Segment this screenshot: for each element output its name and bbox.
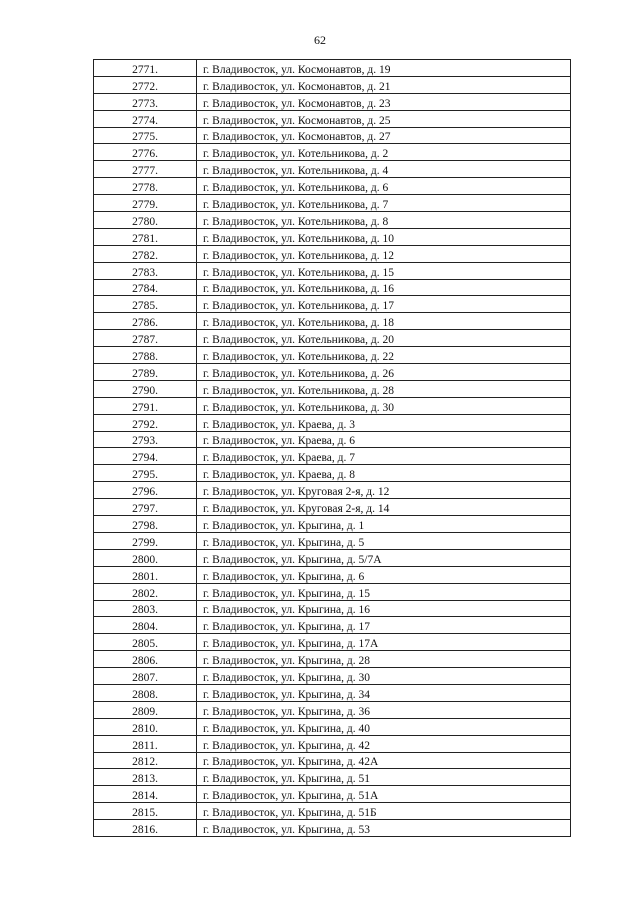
table-row (94, 380, 571, 397)
row-number: 2815. (94, 803, 197, 820)
row-number: 2812. (94, 752, 197, 769)
table-row (94, 178, 571, 195)
row-address: г. Владивосток, ул. Краева, д. 8 (197, 465, 571, 482)
row-number: 2803. (94, 600, 197, 617)
row-number: 2799. (94, 532, 197, 549)
row-address: г. Владивосток, ул. Котельникова, д. 30 (197, 397, 571, 414)
row-address: г. Владивосток, ул. Краева, д. 7 (197, 448, 571, 465)
row-number: 2800. (94, 549, 197, 566)
row-address: г. Владивосток, ул. Котельникова, д. 12 (197, 245, 571, 262)
row-address: г. Владивосток, ул. Котельникова, д. 18 (197, 313, 571, 330)
row-number: 2776. (94, 144, 197, 161)
row-address: г. Владивосток, ул. Краева, д. 3 (197, 414, 571, 431)
table-row (94, 144, 571, 161)
row-number: 2783. (94, 262, 197, 279)
table-row (94, 735, 571, 752)
row-number: 2806. (94, 651, 197, 668)
row-number: 2787. (94, 330, 197, 347)
table-row (94, 651, 571, 668)
table-row (94, 279, 571, 296)
row-number: 2778. (94, 178, 197, 195)
row-address: г. Владивосток, ул. Космонавтов, д. 25 (197, 110, 571, 127)
row-number: 2779. (94, 195, 197, 212)
row-number: 2775. (94, 127, 197, 144)
row-address: г. Владивосток, ул. Крыгина, д. 36 (197, 701, 571, 718)
row-address: г. Владивосток, ул. Котельникова, д. 16 (197, 279, 571, 296)
row-address: г. Владивосток, ул. Котельникова, д. 28 (197, 380, 571, 397)
table-row (94, 212, 571, 229)
row-number: 2814. (94, 786, 197, 803)
page-number: 62 (314, 33, 326, 47)
row-number: 2786. (94, 313, 197, 330)
table-row (94, 532, 571, 549)
row-address: г. Владивосток, ул. Космонавтов, д. 21 (197, 76, 571, 93)
row-number: 2805. (94, 634, 197, 651)
row-address: г. Владивосток, ул. Крыгина, д. 1 (197, 516, 571, 533)
row-address: г. Владивосток, ул. Краева, д. 6 (197, 431, 571, 448)
table-row (94, 516, 571, 533)
row-address: г. Владивосток, ул. Котельникова, д. 7 (197, 195, 571, 212)
table-row (94, 93, 571, 110)
row-address: г. Владивосток, ул. Крыгина, д. 53 (197, 820, 571, 837)
table-row (94, 397, 571, 414)
table-row (94, 448, 571, 465)
row-number: 2816. (94, 820, 197, 837)
table-row (94, 549, 571, 566)
row-address: г. Владивосток, ул. Крыгина, д. 42 (197, 735, 571, 752)
table-row (94, 330, 571, 347)
row-number: 2789. (94, 364, 197, 381)
row-address: г. Владивосток, ул. Крыгина, д. 51Б (197, 803, 571, 820)
table-row (94, 600, 571, 617)
row-address: г. Владивосток, ул. Крыгина, д. 51 (197, 769, 571, 786)
row-number: 2807. (94, 668, 197, 685)
table-row (94, 566, 571, 583)
row-number: 2774. (94, 110, 197, 127)
row-number: 2792. (94, 414, 197, 431)
row-address: г. Владивосток, ул. Котельникова, д. 20 (197, 330, 571, 347)
row-address: г. Владивосток, ул. Космонавтов, д. 23 (197, 93, 571, 110)
row-number: 2771. (94, 60, 197, 77)
table-row (94, 820, 571, 837)
row-number: 2798. (94, 516, 197, 533)
row-address: г. Владивосток, ул. Крыгина, д. 5 (197, 532, 571, 549)
table-row (94, 718, 571, 735)
table-row (94, 76, 571, 93)
row-number: 2797. (94, 499, 197, 516)
row-number: 2795. (94, 465, 197, 482)
table-row (94, 482, 571, 499)
table-row (94, 684, 571, 701)
row-number: 2810. (94, 718, 197, 735)
row-number: 2772. (94, 76, 197, 93)
row-number: 2782. (94, 245, 197, 262)
row-number: 2813. (94, 769, 197, 786)
table-row (94, 296, 571, 313)
row-number: 2808. (94, 684, 197, 701)
row-address: г. Владивосток, ул. Круговая 2-я, д. 12 (197, 482, 571, 499)
table-row (94, 752, 571, 769)
row-number: 2809. (94, 701, 197, 718)
row-address: г. Владивосток, ул. Котельникова, д. 10 (197, 228, 571, 245)
table-row (94, 431, 571, 448)
table-row (94, 195, 571, 212)
row-number: 2794. (94, 448, 197, 465)
row-address: г. Владивосток, ул. Котельникова, д. 4 (197, 161, 571, 178)
row-address: г. Владивосток, ул. Крыгина, д. 42А (197, 752, 571, 769)
row-address: г. Владивосток, ул. Крыгина, д. 34 (197, 684, 571, 701)
table-row (94, 803, 571, 820)
table-row (94, 228, 571, 245)
row-address: г. Владивосток, ул. Крыгина, д. 17А (197, 634, 571, 651)
row-address: г. Владивосток, ул. Котельникова, д. 22 (197, 347, 571, 364)
row-address: г. Владивосток, ул. Котельникова, д. 17 (197, 296, 571, 313)
table-row (94, 583, 571, 600)
row-number: 2791. (94, 397, 197, 414)
row-number: 2802. (94, 583, 197, 600)
row-number: 2777. (94, 161, 197, 178)
row-address: г. Владивосток, ул. Крыгина, д. 28 (197, 651, 571, 668)
row-number: 2785. (94, 296, 197, 313)
table-row (94, 347, 571, 364)
row-address: г. Владивосток, ул. Круговая 2-я, д. 14 (197, 499, 571, 516)
table-row (94, 668, 571, 685)
table-row (94, 110, 571, 127)
table-row (94, 465, 571, 482)
row-address: г. Владивосток, ул. Крыгина, д. 15 (197, 583, 571, 600)
table-row (94, 60, 571, 77)
row-address: г. Владивосток, ул. Космонавтов, д. 27 (197, 127, 571, 144)
row-number: 2780. (94, 212, 197, 229)
row-number: 2811. (94, 735, 197, 752)
table-row (94, 313, 571, 330)
table-row (94, 499, 571, 516)
table-row (94, 769, 571, 786)
address-table (93, 59, 571, 837)
row-number: 2784. (94, 279, 197, 296)
row-number: 2796. (94, 482, 197, 499)
row-address: г. Владивосток, ул. Котельникова, д. 8 (197, 212, 571, 229)
table-row (94, 617, 571, 634)
row-number: 2790. (94, 380, 197, 397)
row-address: г. Владивосток, ул. Крыгина, д. 51А (197, 786, 571, 803)
row-address: г. Владивосток, ул. Крыгина, д. 16 (197, 600, 571, 617)
row-number: 2804. (94, 617, 197, 634)
row-address: г. Владивосток, ул. Крыгина, д. 40 (197, 718, 571, 735)
row-address: г. Владивосток, ул. Котельникова, д. 2 (197, 144, 571, 161)
row-number: 2773. (94, 93, 197, 110)
address-table-body (94, 60, 571, 837)
table-row (94, 262, 571, 279)
row-address: г. Владивосток, ул. Крыгина, д. 30 (197, 668, 571, 685)
row-address: г. Владивосток, ул. Крыгина, д. 17 (197, 617, 571, 634)
row-number: 2788. (94, 347, 197, 364)
table-row (94, 701, 571, 718)
table-row (94, 786, 571, 803)
row-number: 2801. (94, 566, 197, 583)
row-number: 2781. (94, 228, 197, 245)
row-address: г. Владивосток, ул. Котельникова, д. 6 (197, 178, 571, 195)
row-address: г. Владивосток, ул. Котельникова, д. 15 (197, 262, 571, 279)
table-row (94, 414, 571, 431)
row-address: г. Владивосток, ул. Крыгина, д. 6 (197, 566, 571, 583)
row-address: г. Владивосток, ул. Крыгина, д. 5/7А (197, 549, 571, 566)
table-row (94, 245, 571, 262)
table-row (94, 364, 571, 381)
table-row (94, 161, 571, 178)
row-address: г. Владивосток, ул. Космонавтов, д. 19 (197, 60, 571, 77)
table-row (94, 634, 571, 651)
row-number: 2793. (94, 431, 197, 448)
table-row (94, 127, 571, 144)
row-address: г. Владивосток, ул. Котельникова, д. 26 (197, 364, 571, 381)
